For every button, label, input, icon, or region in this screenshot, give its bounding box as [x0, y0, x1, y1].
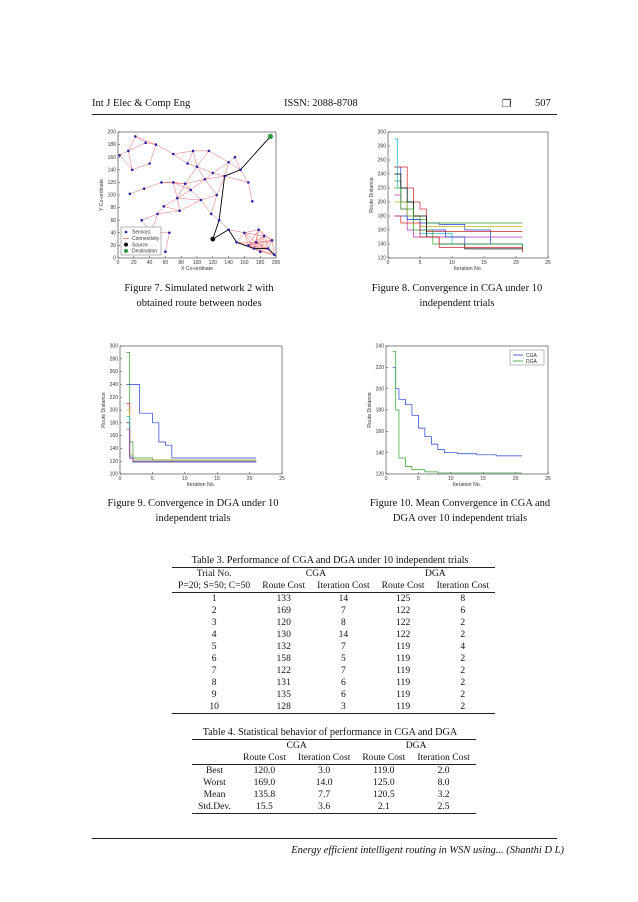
x-tick-label: 25 [279, 476, 285, 482]
figure-8-chart [362, 128, 557, 273]
y-axis-label: Route Distance [101, 392, 107, 428]
table-cell: 2 [460, 689, 466, 700]
caption-line: obtained route between nodes [136, 298, 262, 310]
table-cell: 4 [460, 641, 466, 652]
table-cell: 5 [211, 641, 217, 652]
table-cell: 119 [396, 689, 411, 700]
table-cell: 125 [395, 593, 411, 604]
table-row [172, 701, 495, 714]
table-row [172, 605, 495, 617]
figure-7-chart [100, 128, 290, 273]
sensor-node [223, 175, 226, 178]
figure-9-caption [86, 496, 300, 526]
x-tick-label: 40 [146, 260, 153, 266]
table-cell: 7.7 [318, 789, 331, 800]
y-tick-label: 160 [109, 433, 118, 440]
figure-10-chart [362, 342, 557, 490]
sensor-node [204, 178, 207, 181]
table-header-row [172, 568, 495, 581]
sensor-node [160, 181, 163, 184]
sensor-node [184, 182, 187, 185]
legend-label: DGA [526, 359, 537, 365]
y-tick-label: 220 [377, 185, 386, 192]
caption-line: Figure 8. Convergence in CGA under 10 [371, 283, 543, 294]
y-tick-label: 120 [107, 180, 116, 186]
y-tick-label: 0 [113, 255, 116, 262]
legend-label: Destination [132, 248, 158, 255]
box-icon: ❐ [502, 99, 512, 110]
y-tick-label: 120 [377, 255, 386, 262]
y-tick-label: 160 [107, 154, 116, 161]
figure-8-caption [350, 281, 564, 311]
table-cell: 9 [211, 689, 217, 700]
table-header-cell: Iteration Cost [436, 580, 490, 591]
y-tick-label: 220 [375, 364, 384, 371]
y-tick-label: 140 [375, 450, 384, 457]
table-cell: 1 [211, 593, 217, 604]
sensor-node [253, 247, 256, 250]
table-cell: 2 [460, 653, 466, 664]
table-header-cell: Trial No. [196, 568, 232, 579]
sensor-node [156, 213, 159, 216]
table-cell: 15.5 [256, 801, 273, 812]
y-tick-label: 80 [110, 205, 116, 212]
sensor-node [148, 162, 151, 165]
plot-frame [388, 132, 548, 258]
x-tick-label: 160 [240, 260, 249, 266]
sensor-node [144, 141, 147, 144]
y-tick-label: 120 [375, 471, 384, 478]
y-tick-label: 180 [377, 213, 386, 220]
x-tick-label: 140 [224, 260, 233, 266]
x-tick-label: 20 [131, 260, 137, 266]
x-tick-label: 0 [116, 260, 120, 266]
sensor-node [247, 181, 250, 184]
table-row [192, 765, 476, 778]
footer-rule [92, 838, 557, 839]
sensor-node [168, 232, 171, 235]
table-4-body [192, 765, 476, 814]
sensor-node [263, 235, 266, 238]
figure-9-chart [96, 342, 291, 490]
caption-line: independent trials [155, 513, 231, 525]
table-cell: 131 [276, 677, 291, 688]
sensor-node [176, 197, 179, 200]
y-tick-label: 240 [375, 343, 384, 350]
legend-swatch [125, 231, 128, 234]
y-axis-label: Y Co-ordinate [99, 179, 105, 211]
table-header-row [192, 740, 476, 753]
table-cell: 125.0 [373, 777, 395, 788]
x-tick-label: 0 [384, 476, 388, 482]
table-cell: 14 [338, 629, 349, 640]
table-cell: 2 [460, 617, 466, 628]
sensor-node [271, 239, 274, 242]
caption-line: independent trials [419, 298, 495, 310]
sensor-node [192, 150, 195, 153]
table-cell: 14 [338, 593, 349, 604]
table-cell: 3.6 [318, 801, 331, 812]
y-tick-label: 300 [377, 129, 386, 136]
x-tick-label: 60 [162, 260, 169, 266]
y-tick-label: 160 [375, 428, 384, 435]
legend-swatch [124, 243, 128, 247]
table-cell: 122 [395, 617, 411, 628]
table-cell: 169 [276, 605, 291, 616]
table-header-cell: Route Cost [262, 580, 306, 591]
table-cell: 8.0 [437, 777, 450, 788]
table-cell: 3 [211, 617, 217, 628]
table-row [192, 801, 476, 814]
sensor-node [129, 192, 132, 195]
table-cell: 6 [211, 653, 217, 664]
table-header-cell [192, 752, 237, 765]
y-tick-label: 200 [375, 386, 384, 393]
table-4-caption: Table 4. Statistical behavior of performance in CGA and DGA [202, 727, 458, 738]
sensor-node [131, 169, 134, 172]
header-rule [92, 114, 557, 115]
x-tick-label: 20 [512, 476, 519, 482]
table-row [172, 653, 495, 665]
y-tick-label: 260 [109, 369, 118, 376]
sensor-node [172, 153, 175, 156]
table-row [172, 689, 495, 701]
table-row [172, 617, 495, 629]
sensor-node [267, 247, 270, 250]
y-tick-label: 200 [109, 407, 118, 414]
caption-line: DGA over 10 independent trials [392, 513, 528, 525]
sensor-node [134, 135, 137, 138]
caption-line: Figure 7. Simulated network 2 with [124, 283, 274, 294]
y-tick-label: 140 [377, 241, 386, 248]
table-cell: 5 [340, 653, 346, 664]
y-tick-label: 260 [377, 157, 386, 164]
issn: ISSN: 2088-8708 [284, 98, 358, 109]
x-tick-label: 25 [545, 260, 551, 266]
table-header-cell: Iteration Cost [417, 752, 470, 763]
x-tick-label: 20 [513, 260, 519, 266]
table-header-cell: Route Cost [362, 752, 406, 763]
table-3-caption: Table 3. Performance of CGA and DGA under 10 independent trials [191, 555, 469, 566]
table-header-cell: Iteration Cost [297, 752, 351, 763]
y-tick-label: 200 [377, 199, 386, 206]
x-tick-label: 15 [481, 260, 487, 266]
table-cell: Mean [203, 789, 226, 800]
y-tick-label: 280 [377, 143, 386, 150]
table-cell: 3.0 [318, 765, 331, 776]
x-tick-label: 5 [417, 476, 420, 482]
sensor-node [257, 228, 260, 231]
sensor-node [172, 181, 175, 184]
table-cell: 119 [396, 641, 411, 652]
x-axis-label: Iteration No. [452, 482, 482, 488]
table-header-cell: DGA [424, 568, 446, 579]
figure-10-caption [350, 496, 570, 526]
table-cell: 120.0 [253, 765, 276, 776]
x-tick-label: 15 [480, 476, 486, 482]
table-cell: 8 [460, 593, 466, 604]
table-cell: 6 [460, 605, 466, 616]
table-cell: 122 [276, 665, 291, 676]
x-axis-label: Iteration No. [453, 266, 483, 272]
table-header-cell [192, 740, 237, 753]
sensor-node [118, 154, 121, 157]
table-header-cell: CGA [286, 740, 307, 751]
caption-line: Figure 9. Convergence in DGA under 10 [107, 498, 279, 509]
x-tick-label: 15 [214, 476, 220, 482]
x-tick-label: 5 [151, 476, 154, 482]
sensor-node [143, 187, 146, 190]
table-cell: 10 [209, 701, 219, 712]
table-row [172, 677, 495, 689]
sensor-node [200, 199, 203, 202]
legend-label: Sensors [132, 229, 151, 236]
x-tick-label: 0 [386, 260, 390, 266]
table-header-cell: CGA [305, 568, 327, 579]
table-cell: 2.5 [437, 801, 450, 812]
sensor-node [259, 250, 262, 253]
table-cell: 2 [460, 629, 466, 640]
x-tick-label: 10 [448, 476, 454, 482]
sensor-node [251, 200, 254, 203]
table-row [172, 593, 495, 606]
x-axis-label: X Co-ordinate [180, 266, 214, 272]
page-number: 507 [535, 98, 551, 109]
table-header-cell: Route Cost [381, 580, 425, 591]
table-cell: 2.0 [437, 765, 450, 776]
table-row [172, 665, 495, 677]
table-3 [172, 567, 495, 714]
table-cell: 6 [340, 677, 346, 688]
table-3-body [172, 593, 495, 714]
table-cell: 14.0 [315, 777, 333, 788]
sensor-node [215, 194, 218, 197]
sensor-node [164, 250, 167, 253]
x-tick-label: 0 [118, 476, 122, 482]
table-cell: 7 [340, 605, 346, 616]
table-cell: 120 [276, 617, 291, 628]
y-axis-label: Route Distance [367, 392, 373, 428]
sensor-node [196, 165, 199, 168]
x-tick-label: 10 [182, 476, 188, 482]
table-row [192, 777, 476, 789]
y-tick-label: 20 [110, 243, 116, 249]
table-header-row [192, 752, 476, 765]
legend-label: Connectivity [132, 236, 160, 242]
table-cell: Best [205, 765, 224, 776]
y-tick-label: 40 [110, 230, 116, 237]
journal-name: Int J Elec & Comp Eng [92, 98, 191, 109]
x-tick-label: 25 [545, 476, 551, 482]
sensor-node [243, 232, 246, 235]
x-tick-label: 5 [418, 260, 422, 266]
x-tick-label: 80 [178, 260, 184, 266]
table-row [172, 641, 495, 653]
table-cell: 8 [340, 617, 346, 628]
table-cell: 119 [396, 665, 411, 676]
y-tick-label: 200 [107, 129, 116, 136]
table-4 [192, 739, 476, 814]
sensor-node [140, 219, 143, 222]
sensor-node [212, 172, 215, 175]
x-tick-label: 100 [192, 260, 202, 266]
sensor-node [189, 189, 192, 192]
table-cell: 122 [395, 629, 411, 640]
y-tick-label: 100 [109, 471, 118, 478]
sensor-node [178, 209, 181, 212]
table-cell: 119 [396, 653, 411, 664]
table-cell: 135.8 [253, 789, 276, 800]
y-tick-label: 280 [109, 356, 118, 363]
table-cell: 135 [276, 689, 291, 700]
y-tick-label: 100 [107, 192, 116, 199]
table-header-cell: P=20; S=50; C=50 [178, 580, 251, 591]
sensor-node [235, 241, 238, 244]
table-cell: 119 [396, 677, 411, 688]
table-cell: 2 [460, 665, 466, 676]
x-tick-label: 10 [449, 260, 455, 266]
sensor-node [255, 241, 258, 244]
sensor-node [155, 143, 158, 146]
y-tick-label: 180 [107, 142, 116, 149]
table-cell: 119 [396, 701, 411, 712]
table-cell: 120.5 [373, 789, 395, 800]
y-tick-label: 300 [109, 343, 118, 350]
table-cell: Std.Dev. [198, 801, 231, 812]
table-cell: 2 [460, 677, 466, 688]
y-tick-label: 220 [109, 394, 118, 401]
y-tick-label: 140 [109, 446, 118, 452]
table-cell: 169.0 [253, 777, 276, 788]
table-cell: 2.1 [377, 801, 390, 812]
sensor-node [208, 150, 211, 153]
table-cell: 2 [211, 605, 217, 616]
sensor-node [163, 205, 166, 208]
sensor-node [210, 213, 213, 216]
running-title: Energy efficient intelligent routing in WSN using... (Shanthi D L) [291, 845, 564, 856]
table-cell: 4 [211, 629, 217, 640]
y-axis-label: Route Distance [369, 177, 375, 213]
table-cell: 132 [276, 641, 291, 652]
x-tick-label: 120 [208, 260, 217, 266]
legend-swatch [124, 249, 128, 253]
sensor-node [273, 254, 276, 257]
y-tick-label: 240 [109, 382, 118, 388]
table-header-cell: DGA [405, 740, 427, 751]
x-tick-label: 200 [271, 260, 281, 266]
sensor-node [227, 161, 230, 164]
table-cell: 158 [276, 653, 291, 664]
legend-label: CGA [526, 353, 537, 359]
table-row [172, 629, 495, 641]
plot-frame [386, 346, 548, 474]
sensor-node [127, 150, 130, 153]
y-tick-label: 60 [110, 217, 116, 224]
sensor-node [234, 156, 237, 159]
x-axis-label: Iteration No. [186, 482, 216, 488]
sensor-node [218, 219, 221, 222]
caption-line: Figure 10. Mean Convergence in CGA and [369, 498, 551, 509]
y-tick-label: 120 [109, 458, 118, 465]
table-cell: Worst [203, 777, 226, 788]
sensor-node [247, 244, 250, 247]
sensor-node [186, 162, 189, 165]
table-cell: 122 [395, 605, 411, 616]
y-tick-label: 180 [375, 407, 384, 414]
table-row [192, 789, 476, 801]
plot-frame [120, 346, 282, 474]
sensor-node [227, 228, 230, 231]
legend-label: Source [132, 242, 148, 249]
table-cell: 6 [340, 689, 346, 700]
figure-7-caption [92, 281, 306, 311]
table-cell: 7 [211, 665, 217, 676]
table-cell: 119.0 [373, 765, 395, 776]
table-cell: 8 [211, 677, 217, 688]
y-tick-label: 180 [109, 420, 118, 427]
table-header-cell: Iteration Cost [317, 580, 370, 591]
table-header-cell: Route Cost [242, 752, 286, 763]
table-cell: 128 [276, 701, 291, 712]
table-cell: 3.2 [437, 789, 450, 800]
table-cell: 133 [276, 593, 291, 604]
table-cell: 2 [460, 701, 466, 712]
destination-node [268, 134, 273, 139]
source-node [210, 237, 215, 242]
y-tick-label: 240 [377, 171, 386, 178]
x-tick-label: 180 [256, 260, 265, 266]
table-cell: 130 [276, 629, 291, 640]
y-tick-label: 160 [377, 227, 386, 234]
sensor-node [239, 169, 242, 172]
table-header-row [172, 580, 495, 593]
table-cell: 7 [340, 665, 346, 676]
table-cell: 3 [340, 701, 346, 712]
y-tick-label: 140 [107, 167, 116, 174]
table-cell: 7 [340, 641, 346, 652]
x-tick-label: 20 [246, 476, 253, 482]
